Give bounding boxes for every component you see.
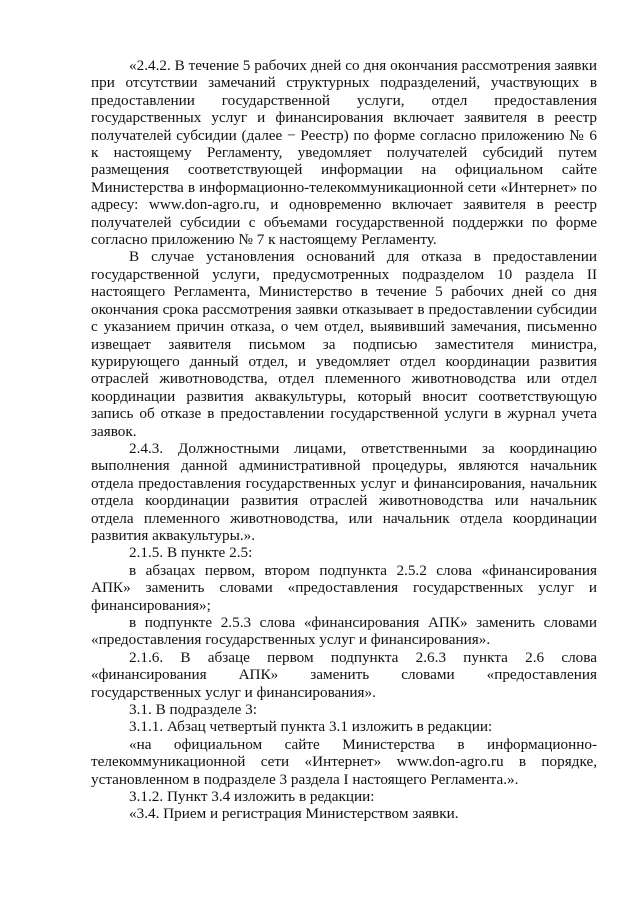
paragraph-3-4: «3.4. Прием и регистрация Министерством заявки. bbox=[129, 805, 459, 823]
paragraph-2-1-5: 2.1.5. В пункте 2.5: bbox=[129, 544, 253, 562]
paragraph-refusal-case: В случае установления оснований для отказа в предоставлении государственной услуги, предусмотренных подразделом 10 раздела II настоящего Регламента, Министерство в течение 5 рабочих дней со дня окончания срока рассмотрения заявки отказывает в предоставлении субсидии с указанием причин отказа, о чем отдел, выявивший замечания, письменно извещает заявителя письмом за подписью заместителя министра, курирующего данный отдел, и уведомляет отдел координации развития отраслей животноводства, отдел племенного животноводства или отдел координации развития аквакультуры, который вносит соответствующую запись об отказе в предоставлении государственной услуги в журнал учета заявок. bbox=[91, 248, 597, 440]
paragraph-2-4-2: «2.4.2. В течение 5 рабочих дней со дня окончания рассмотрения заявки при отсутствии замечаний структурных подразделений, участвующих в предоставлении государственной услуги, отдел предоставления государственных услуг и финансирования включает заявителя в реестр получателей субсидии (далее − Реестр) по форме согласно приложению № 6 к настоящему Регламенту, уведомляет получателей субсидий путем размещения соответствующей информации на официальном сайте Министерства в информационно-телекоммуникационной сети «Интернет» по адресу: www.don-agro.ru, и одновременно включает заявителя в реестр получателей субсидии с объемами государственной поддержки по форме согласно приложению № 7 к настоящему Регламенту. bbox=[91, 57, 597, 249]
paragraph-3-1-2: 3.1.2. Пункт 3.4 изложить в редакции: bbox=[129, 788, 375, 806]
paragraph-3-1: 3.1. В подразделе 3: bbox=[129, 701, 257, 719]
paragraph-2-5-3-change: в подпункте 2.5.3 слова «финансирования АПК» заменить словами «предоставления государственных услуг и финансирования». bbox=[91, 614, 597, 649]
paragraph-2-1-6: 2.1.6. В абзаце первом подпункта 2.6.3 пункта 2.6 слова «финансирования АПК» заменить словами «предоставления государственных услуг и финансирования». bbox=[91, 648, 597, 701]
paragraph-3-1-1: 3.1.1. Абзац четвертый пункта 3.1 изложить в редакции: bbox=[129, 718, 493, 736]
paragraph-3-1-1-text: «на официальном сайте Министерства в информационно-телекоммуникационной сети «Интернет» www.don-agro.ru в порядке, установленном в подразделе 3 раздела I настоящего Регламента.». bbox=[91, 735, 597, 788]
paragraph-2-4-3: 2.4.3. Должностными лицами, ответственными за координацию выполнения данной административной процедуры, являются начальник отдела предоставления государственных услуг и финансирования, начальник отдела координации развития отраслей животноводства или начальник отдела племенного животноводства, или начальник отдела координации развития аквакультуры.». bbox=[91, 439, 597, 544]
document-body bbox=[91, 57, 597, 823]
paragraph-2-5-2-change: в абзацах первом, втором подпункта 2.5.2 слова «финансирования АПК» заменить словами «предоставления государственных услуг и финансирования»; bbox=[91, 561, 597, 614]
